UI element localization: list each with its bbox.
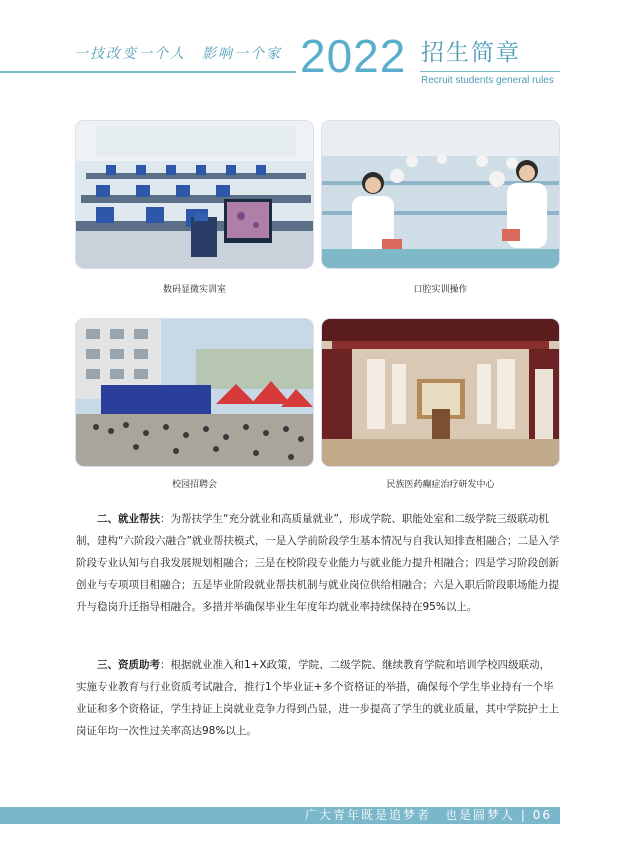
photo-microscope-lab [76, 121, 313, 268]
header-divider-right [420, 71, 560, 72]
section-heading: 二、就业帮扶 [97, 513, 160, 525]
photo-research-center [322, 319, 559, 466]
section-body: ：根据就业准入和1+X政策，学院、二级学院、继续教育学院和培训学校四级联动，实施专业教育与行业资质考试融合，推行1个毕业证+多个资格证的举措，确保每个学生毕业持有一个毕业证和多个资格证，学生持证上岗就业竞争力得到凸显，进一步提高了学生的就业质量，其中学院护士上岗证年均一次性过关率高达98%以上。 [76, 659, 559, 737]
caption-microscope-lab: 数码显微实训室 [162, 285, 226, 295]
photo-job-fair [76, 319, 313, 466]
section-body: ：为帮扶学生“充分就业和高质量就业”，形成学院、职能处室和二级学院三级联动机制，建构“六阶段六融合”就业帮扶模式，一是入学前阶段学生基本情况与自我认知排查相融合；二是入学阶段专业认知与自我发展规划相融合；三是在校阶段专业能力与就业能力提升相融合；四是学习阶段创新创业与专项项目相融合；五是毕业阶段就业帮扶机制与就业岗位供给相融合；六是入职后阶段职场能力提升与稳岗升迁指导相融合。多措并举确保毕业生年度年均就业率持续保持在95%以上。 [76, 513, 560, 613]
footer-text: 广大青年既是追梦者 也是圆梦人 | 06 [305, 808, 552, 822]
caption-dental-practice: 口腔实训操作 [413, 285, 468, 295]
section-certification-support [76, 654, 560, 742]
photo-dental-practice [322, 121, 559, 268]
section-heading: 三、资质助考 [97, 659, 160, 671]
caption-job-fair: 校园招聘会 [171, 480, 217, 490]
header-divider-left [0, 71, 296, 73]
section-employment-support [76, 508, 560, 618]
header-year: 2022 [300, 30, 407, 82]
header-subtitle: Recruit students general rules [421, 75, 554, 86]
caption-research-center: 民族医药癫症治疗研发中心 [386, 480, 495, 490]
header-slogan: 一技改变一个人 影响一个家 [74, 46, 282, 62]
header-title: 招生简章 [421, 40, 521, 66]
